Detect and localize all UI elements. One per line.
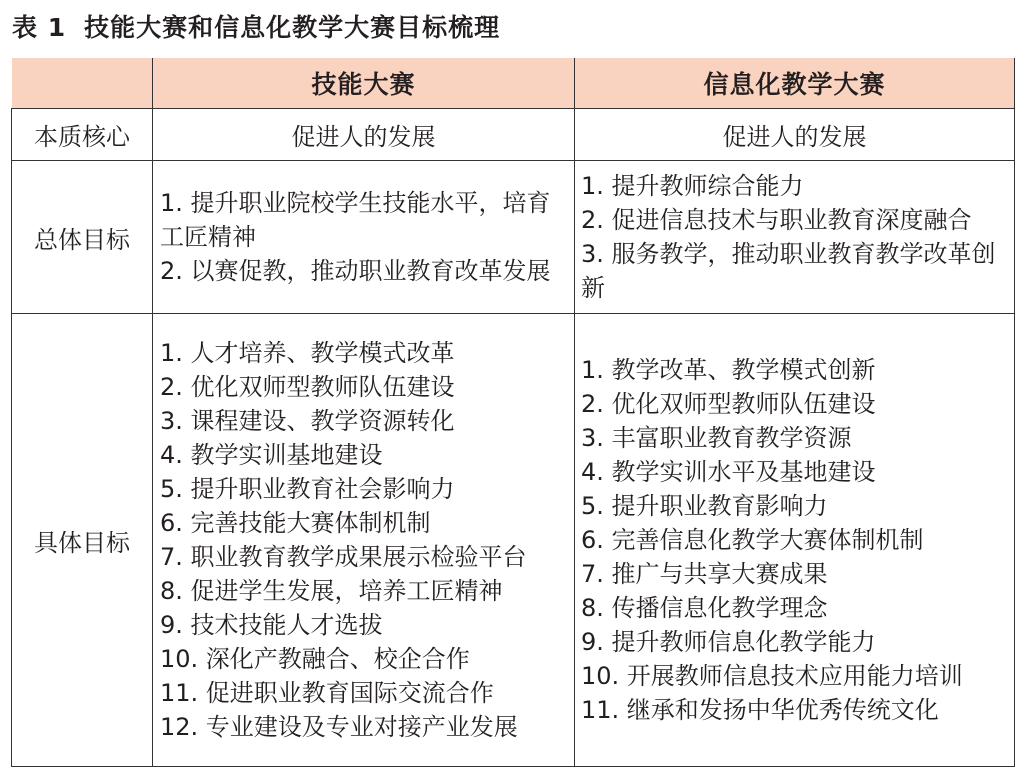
list-item: 4. 教学实训基地建设 [160, 441, 383, 469]
list-item: 10. 深化产教融合、校企合作 [160, 645, 470, 673]
table-row [12, 109, 1015, 161]
header-info-teaching-competition: 信息化教学大赛 [575, 58, 1015, 109]
list-item: 3. 课程建设、教学资源转化 [160, 407, 455, 435]
list-item: 5. 提升职业教育社会影响力 [160, 475, 455, 503]
specific-skills-cell [153, 314, 575, 767]
list-item: 2. 以赛促教，推动职业教育改革发展 [160, 257, 551, 285]
list-item: 8. 促进学生发展，培养工匠精神 [160, 577, 503, 605]
list-item: 5. 提升职业教育影响力 [581, 492, 828, 520]
table-row [12, 161, 1015, 314]
essence-info-cell: 促进人的发展 [575, 109, 1015, 161]
list-item: 1. 教学改革、教学模式创新 [581, 356, 876, 384]
row-label-essence: 本质核心 [12, 109, 153, 161]
list-item: 3. 丰富职业教育教学资源 [581, 424, 852, 452]
row-label-overall: 总体目标 [12, 161, 153, 314]
list-item: 1. 人才培养、教学模式改革 [160, 339, 455, 367]
specific-info-cell [575, 314, 1015, 767]
goals-table [11, 58, 1015, 767]
list-item: 9. 提升教师信息化教学能力 [581, 628, 876, 656]
row-label-specific: 具体目标 [12, 314, 153, 767]
list-item: 8. 传播信息化教学理念 [581, 594, 828, 622]
list-item: 4. 教学实训水平及基地建设 [581, 458, 876, 486]
list-item: 11. 促进职业教育国际交流合作 [160, 679, 494, 707]
list-item: 11. 继承和发扬中华优秀传统文化 [581, 696, 939, 724]
list-item: 9. 技术技能人才选拔 [160, 611, 383, 639]
header-row [12, 58, 1015, 109]
list-item: 6. 完善技能大赛体制机制 [160, 509, 431, 537]
list-item: 1. 提升职业院校学生技能水平，培育工匠精神 [160, 189, 551, 251]
list-item: 3. 服务教学，推动职业教育教学改革创新 [581, 240, 996, 302]
list-item: 2. 优化双师型教师队伍建设 [160, 373, 455, 401]
header-corner-cell [12, 58, 153, 109]
list-item: 6. 完善信息化教学大赛体制机制 [581, 526, 924, 554]
table-caption [12, 8, 500, 44]
table-title: 技能大赛和信息化教学大赛目标梳理 [84, 13, 501, 42]
list-item: 1. 提升教师综合能力 [581, 172, 804, 200]
overall-skills-cell [153, 161, 575, 314]
list-item: 7. 推广与共享大赛成果 [581, 560, 828, 588]
list-item: 2. 优化双师型教师队伍建设 [581, 390, 876, 418]
header-skills-competition: 技能大赛 [153, 58, 575, 109]
overall-info-cell [575, 161, 1015, 314]
essence-skills-cell: 促进人的发展 [153, 109, 575, 161]
list-item: 10. 开展教师信息技术应用能力培训 [581, 662, 963, 690]
list-item: 2. 促进信息技术与职业教育深度融合 [581, 206, 972, 234]
table-row [12, 314, 1015, 767]
table-number: 表 1 [12, 13, 67, 42]
list-item: 7. 职业教育教学成果展示检验平台 [160, 543, 527, 571]
list-item: 12. 专业建设及专业对接产业发展 [160, 713, 518, 741]
